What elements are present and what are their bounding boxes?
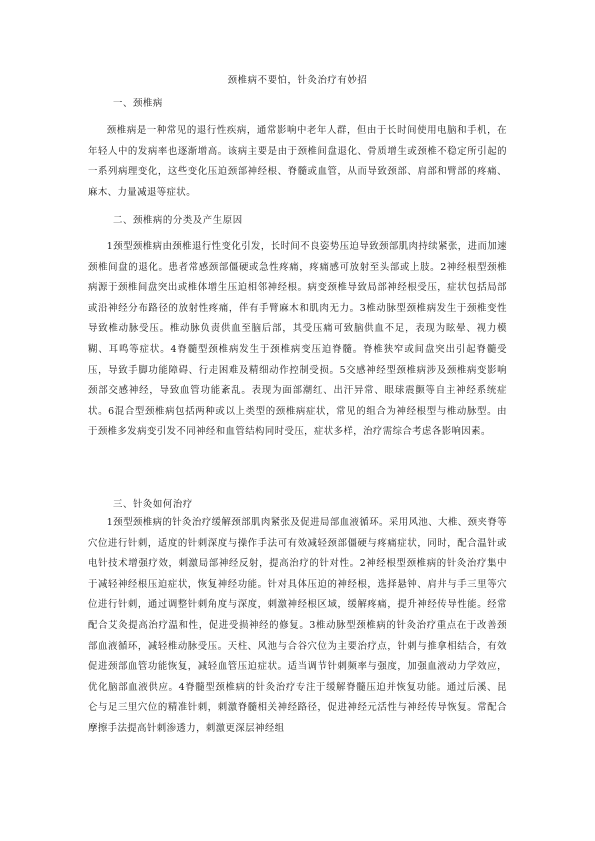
section-paragraph-cervical-spondylosis: 颈椎病是一种常见的退行性疾病，通常影响中老年人群，但由于长时间使用电脑和手机，在年轻人中的发病率也逐渐增高。该病主要是由于颈椎间盘退化、骨质增生或颈椎不稳定所引起的一系列病理变化，这些变化压迫颈部神经根、脊髓或血管，从而导致颈部、肩部和臂部的疼痛、麻木、力量减退等症状。 — [88, 125, 507, 198]
section-heading-classification: 二、颈椎病的分类及产生原因 — [113, 215, 243, 226]
section-paragraph-classification: 1颈型颈椎病由颈椎退行性变化引发，长时间不良姿势压迫导致颈部肌肉持续紧张，进而加速颈椎间盘的退化。患者常感颈部僵硬或急性疼痛，疼痛感可放射至头部或上肢。2神经根型颈椎病源于颈椎间盘突出或椎体增生压迫相邻神经根。病变颈椎导致局部神经根受压，症状包括局部或沿神经分布路径的放射性疼痛，伴有手臂麻木和肌肉无力。3椎动脉型颈椎病发生于颈椎变性导致椎动脉受压。椎动脉负责供血至脑后部，其受压痛可致脑供血不足，表现为眩晕、视力模糊、耳鸣等症状。4脊髓型颈椎病发生于颈椎病变压迫脊髓。脊椎狭窄或间盘突出引起脊髓受压，导致手脚功能障碍、行走困难及精细动作控制受损。5交感神经型颈椎病涉及颈椎病变影响颈部交感神经，导致血管功能紊乱。表现为面部潮红、出汗异常、眼球震颤等自主神经系统症状。6混合型颈椎病包括两种或以上类型的颈椎病症状，常见的组合为神经根型与椎动脉型。由于颈椎多发病变引发不同神经和血管结构同时受压，症状多样，治疗需综合考虑各影响因素。 — [88, 241, 507, 438]
document-title: 颈椎病不要怕，针灸治疗有妙招 — [227, 75, 368, 86]
section-heading-acupuncture-treatment: 三、针灸如何治疗 — [113, 499, 193, 510]
section-heading-cervical-spondylosis: 一、颈椎病 — [113, 98, 163, 109]
section-paragraph-acupuncture-treatment: 1颈型颈椎病的针灸治疗缓解颈部肌肉紧张及促进局部血液循环。采用风池、大椎、颈夹脊等穴位进行针刺，适度的针刺深度与操作手法可有效减轻颈部僵硬与疼痛症状，同时，配合温针或电针技术增强疗效，刺激局部神经反射，提高治疗的针对性。2神经根型颈椎病的针灸治疗集中于减轻神经根压迫症状，恢复神经功能。针对具体压迫的神经根，选择悬钟、肩井与手三里等穴位进行针刺，通过调整针刺角度与深度，刺激神经根区域，缓解疼痛，提升神经传导性能。经常配合艾灸提高治疗温和性，促进受损神经的修复。3椎动脉型颈椎病的针灸治疗重点在于改善颈部血液循环，减轻椎动脉受压。天柱、风池与合谷穴位为主要治疗点，针刺与推拿相结合，有效促进颈部血管功能恢复，减轻血管压迫症状。适当调节针刺频率与强度，加强血液动力学效应，优化脑部血液供应。4脊髓型颈椎病的针灸治疗专注于缓解脊髓压迫并恢复功能。通过后溪、昆仑与足三里穴位的精准针刺，刺激脊髓相关神经路径，促进神经元活性与神经传导恢复。常配合摩擦手法提高针刺渗透力，刺激更深层神经组 — [88, 517, 507, 734]
